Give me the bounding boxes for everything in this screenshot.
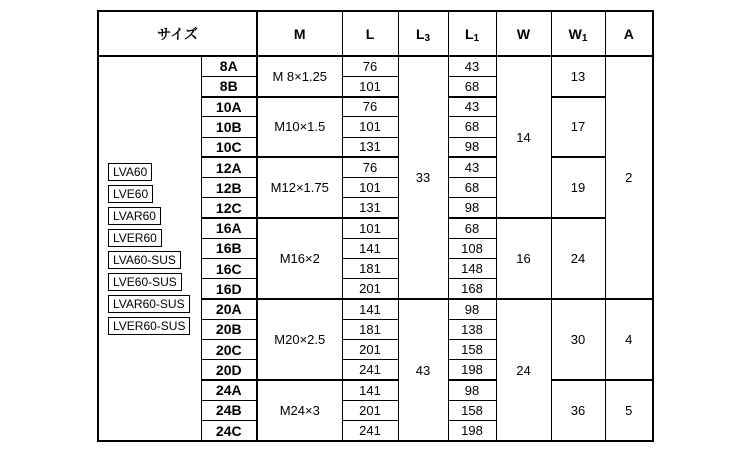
size-cell: 10A (201, 97, 257, 117)
m-cell: M12×1.75 (257, 157, 342, 218)
m-cell: M10×1.5 (257, 97, 342, 158)
l-cell: 201 (342, 279, 398, 299)
product-label: LVER60 (108, 229, 162, 247)
header-m: M (257, 11, 342, 56)
l1-cell: 68 (448, 218, 496, 238)
product-label: LVE60 (108, 185, 153, 203)
l-cell: 131 (342, 198, 398, 218)
header-l1 (448, 11, 496, 56)
size-cell: 20A (201, 299, 257, 319)
m-cell: M20×2.5 (257, 299, 342, 380)
size-cell: 24C (201, 421, 257, 442)
header-w1 (551, 11, 605, 56)
l-cell: 201 (342, 340, 398, 360)
product-label: LVA60-SUS (108, 251, 181, 269)
product-label: LVA60 (108, 163, 152, 181)
l1-cell: 158 (448, 340, 496, 360)
header-l: L (342, 11, 398, 56)
l1-cell: 68 (448, 76, 496, 96)
header-row (98, 11, 653, 56)
l-cell: 141 (342, 299, 398, 319)
product-label: LVE60-SUS (108, 273, 182, 291)
size-cell: 20D (201, 360, 257, 380)
header-w1-base: W (568, 25, 582, 42)
size-cell: 12A (201, 157, 257, 177)
l1-cell: 148 (448, 259, 496, 279)
l1-cell: 98 (448, 299, 496, 319)
l1-cell: 43 (448, 97, 496, 117)
w1-cell: 24 (551, 218, 605, 299)
l-cell: 141 (342, 238, 398, 258)
l1-cell: 68 (448, 117, 496, 137)
w1-cell: 17 (551, 97, 605, 158)
l1-cell: 138 (448, 319, 496, 339)
size-cell: 16C (201, 259, 257, 279)
l1-cell: 98 (448, 137, 496, 157)
header-l3 (398, 11, 448, 56)
size-cell: 12B (201, 178, 257, 198)
l1-cell: 43 (448, 157, 496, 177)
size-cell: 16D (201, 279, 257, 299)
l-cell: 101 (342, 76, 398, 96)
header-a: A (605, 11, 653, 56)
header-size: サイズ (98, 11, 257, 56)
dimension-spec-table (97, 10, 654, 442)
l-cell: 101 (342, 178, 398, 198)
header-l1-base: L (464, 25, 474, 42)
size-cell: 24B (201, 400, 257, 420)
w-cell: 16 (496, 218, 551, 299)
header-l3-base: L (415, 25, 425, 42)
header-l3-subscript: 3 (424, 32, 431, 44)
l-cell: 76 (342, 56, 398, 76)
l1-cell: 68 (448, 178, 496, 198)
m-cell: M24×3 (257, 380, 342, 441)
w1-cell: 36 (551, 380, 605, 441)
l-cell: 201 (342, 400, 398, 420)
m-cell: M16×2 (257, 218, 342, 299)
l-cell: 241 (342, 360, 398, 380)
w1-cell: 30 (551, 299, 605, 380)
l1-cell: 98 (448, 198, 496, 218)
product-label: LVER60-SUS (108, 317, 190, 335)
a-cell: 4 (605, 299, 653, 380)
l1-cell: 108 (448, 238, 496, 258)
w-cell: 14 (496, 56, 551, 218)
w1-cell: 13 (551, 56, 605, 97)
header-w: W (496, 11, 551, 56)
size-cell: 10C (201, 137, 257, 157)
size-cell: 8B (201, 76, 257, 96)
l-cell: 241 (342, 421, 398, 442)
w1-cell: 19 (551, 157, 605, 218)
m-cell: M 8×1.25 (257, 56, 342, 97)
product-labels-cell (98, 56, 201, 441)
l-cell: 76 (342, 97, 398, 117)
l-cell: 141 (342, 380, 398, 400)
size-cell: 16A (201, 218, 257, 238)
product-label: LVAR60 (108, 207, 161, 225)
size-cell: 8A (201, 56, 257, 76)
l1-cell: 158 (448, 400, 496, 420)
l1-cell: 98 (448, 380, 496, 400)
size-cell: 16B (201, 238, 257, 258)
header-w1-subscript: 1 (581, 32, 588, 44)
header-l1-subscript: 1 (473, 32, 480, 44)
product-labels-stack (99, 163, 201, 335)
l-cell: 181 (342, 259, 398, 279)
a-cell: 5 (605, 380, 653, 441)
size-cell: 20B (201, 319, 257, 339)
size-cell: 24A (201, 380, 257, 400)
l3-cell: 33 (398, 56, 448, 299)
size-cell: 10B (201, 117, 257, 137)
w-cell: 24 (496, 299, 551, 441)
l-cell: 101 (342, 218, 398, 238)
l1-cell: 168 (448, 279, 496, 299)
l-cell: 76 (342, 157, 398, 177)
l-cell: 101 (342, 117, 398, 137)
l1-cell: 198 (448, 421, 496, 442)
l-cell: 131 (342, 137, 398, 157)
size-cell: 20C (201, 340, 257, 360)
product-label: LVAR60-SUS (108, 295, 190, 313)
l3-cell: 43 (398, 299, 448, 441)
l-cell: 181 (342, 319, 398, 339)
table-row (98, 56, 653, 76)
a-cell: 2 (605, 56, 653, 299)
l1-cell: 43 (448, 56, 496, 76)
size-cell: 12C (201, 198, 257, 218)
l1-cell: 198 (448, 360, 496, 380)
